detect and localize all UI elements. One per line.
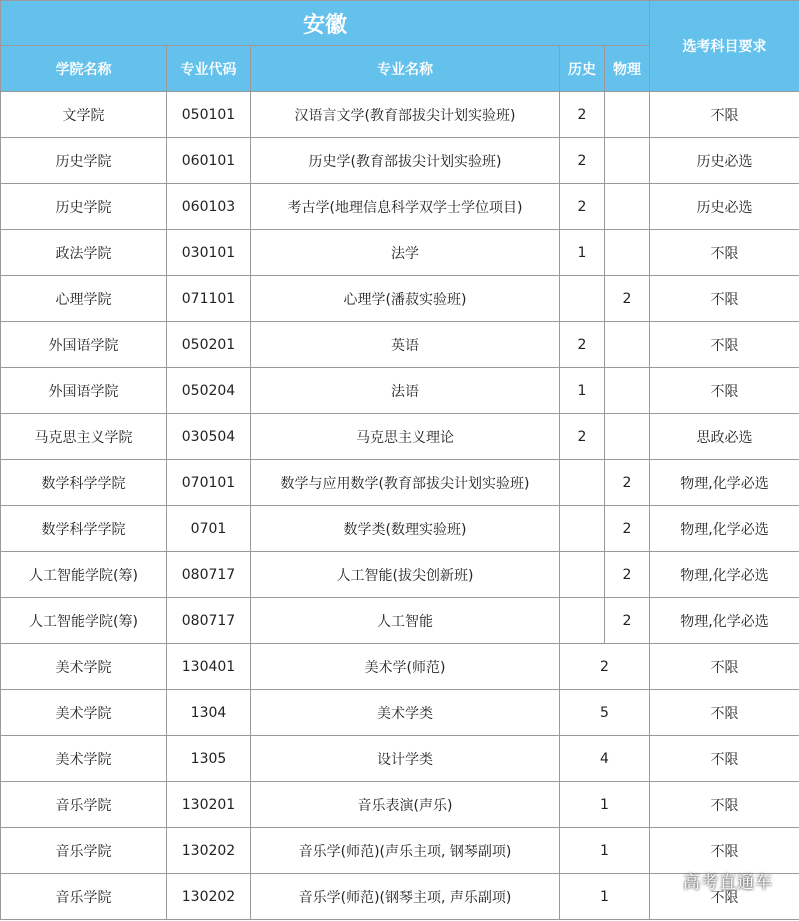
major-cell: 法学: [251, 230, 560, 276]
major-cell: 历史学(教育部拔尖计划实验班): [251, 138, 560, 184]
code-cell: 130201: [167, 782, 251, 828]
requirement-cell: 不限: [650, 230, 799, 276]
requirement-cell: 不限: [650, 690, 799, 736]
table-row: [1, 644, 799, 690]
major-cell: 美术学(师范): [251, 644, 560, 690]
table-row: [1, 230, 799, 276]
physics-count-cell: [605, 368, 650, 414]
requirement-cell: 不限: [650, 828, 799, 874]
college-cell: 文学院: [1, 92, 167, 138]
code-cell: 1304: [167, 690, 251, 736]
history-count-cell: 2: [560, 414, 605, 460]
college-cell: 历史学院: [1, 138, 167, 184]
college-cell: 人工智能学院(筹): [1, 552, 167, 598]
table-row: [1, 874, 799, 920]
requirement-cell: 不限: [650, 736, 799, 782]
plan-count-cell: 1: [560, 828, 650, 874]
history-count-cell: [560, 506, 605, 552]
major-cell: 数学类(数理实验班): [251, 506, 560, 552]
table-row: [1, 736, 799, 782]
history-count-cell: 2: [560, 322, 605, 368]
requirement-cell: 历史必选: [650, 138, 799, 184]
history-count-cell: 1: [560, 368, 605, 414]
table-row: [1, 690, 799, 736]
college-cell: 数学科学学院: [1, 506, 167, 552]
physics-count-cell: [605, 92, 650, 138]
header-code: 专业代码: [167, 46, 251, 92]
physics-count-cell: [605, 138, 650, 184]
college-cell: 外国语学院: [1, 368, 167, 414]
requirement-cell: 物理,化学必选: [650, 552, 799, 598]
table-row: [1, 782, 799, 828]
code-cell: 050101: [167, 92, 251, 138]
code-cell: 070101: [167, 460, 251, 506]
plan-count-cell: 4: [560, 736, 650, 782]
code-cell: 080717: [167, 552, 251, 598]
requirement-cell: 历史必选: [650, 184, 799, 230]
code-cell: 060103: [167, 184, 251, 230]
college-cell: 美术学院: [1, 690, 167, 736]
physics-count-cell: 2: [605, 506, 650, 552]
requirement-cell: 物理,化学必选: [650, 506, 799, 552]
major-cell: 美术学类: [251, 690, 560, 736]
major-cell: 英语: [251, 322, 560, 368]
history-count-cell: [560, 552, 605, 598]
code-cell: 1305: [167, 736, 251, 782]
table-title: 安徽: [1, 1, 650, 46]
major-cell: 人工智能(拔尖创新班): [251, 552, 560, 598]
physics-count-cell: [605, 184, 650, 230]
table-row: [1, 322, 799, 368]
history-count-cell: 2: [560, 184, 605, 230]
physics-count-cell: 2: [605, 598, 650, 644]
header-history: 历史: [560, 46, 605, 92]
physics-count-cell: [605, 414, 650, 460]
code-cell: 071101: [167, 276, 251, 322]
college-cell: 美术学院: [1, 644, 167, 690]
requirement-cell: 不限: [650, 874, 799, 920]
college-cell: 政法学院: [1, 230, 167, 276]
code-cell: 130202: [167, 874, 251, 920]
table-row: [1, 552, 799, 598]
requirement-cell: 不限: [650, 368, 799, 414]
plan-count-cell: 1: [560, 874, 650, 920]
physics-count-cell: 2: [605, 276, 650, 322]
code-cell: 130202: [167, 828, 251, 874]
major-cell: 数学与应用数学(教育部拔尖计划实验班): [251, 460, 560, 506]
college-cell: 音乐学院: [1, 828, 167, 874]
history-count-cell: [560, 598, 605, 644]
history-count-cell: [560, 460, 605, 506]
code-cell: 0701: [167, 506, 251, 552]
table-row: [1, 598, 799, 644]
table-row: [1, 368, 799, 414]
requirement-cell: 不限: [650, 644, 799, 690]
code-cell: 060101: [167, 138, 251, 184]
requirement-cell: 不限: [650, 782, 799, 828]
code-cell: 050204: [167, 368, 251, 414]
header-college: 学院名称: [1, 46, 167, 92]
table-row: [1, 276, 799, 322]
requirement-cell: 不限: [650, 322, 799, 368]
header-physics: 物理: [605, 46, 650, 92]
plan-count-cell: 1: [560, 782, 650, 828]
history-count-cell: 1: [560, 230, 605, 276]
college-cell: 美术学院: [1, 736, 167, 782]
watermark: 高考直通车: [683, 873, 773, 893]
major-cell: 法语: [251, 368, 560, 414]
physics-count-cell: 2: [605, 460, 650, 506]
major-cell: 汉语言文学(教育部拔尖计划实验班): [251, 92, 560, 138]
history-count-cell: [560, 276, 605, 322]
title-row: [1, 1, 799, 46]
table-row: [1, 414, 799, 460]
table-row: [1, 460, 799, 506]
requirement-cell: 不限: [650, 92, 799, 138]
major-cell: 人工智能: [251, 598, 560, 644]
requirement-cell: 物理,化学必选: [650, 460, 799, 506]
college-cell: 音乐学院: [1, 782, 167, 828]
table-row: [1, 828, 799, 874]
history-count-cell: 2: [560, 92, 605, 138]
major-cell: 音乐学(师范)(声乐主项, 钢琴副项): [251, 828, 560, 874]
table-row: [1, 138, 799, 184]
major-cell: 设计学类: [251, 736, 560, 782]
physics-count-cell: [605, 322, 650, 368]
physics-count-cell: 2: [605, 552, 650, 598]
major-cell: 音乐表演(声乐): [251, 782, 560, 828]
plan-count-cell: 2: [560, 644, 650, 690]
code-cell: 130401: [167, 644, 251, 690]
requirement-cell: 不限: [650, 276, 799, 322]
requirement-cell: 物理,化学必选: [650, 598, 799, 644]
requirement-cell: 思政必选: [650, 414, 799, 460]
college-cell: 外国语学院: [1, 322, 167, 368]
major-cell: 马克思主义理论: [251, 414, 560, 460]
major-cell: 音乐学(师范)(钢琴主项, 声乐副项): [251, 874, 560, 920]
college-cell: 音乐学院: [1, 874, 167, 920]
college-cell: 人工智能学院(筹): [1, 598, 167, 644]
college-cell: 数学科学学院: [1, 460, 167, 506]
header-major: 专业名称: [251, 46, 560, 92]
major-cell: 考古学(地理信息科学双学士学位项目): [251, 184, 560, 230]
code-cell: 030504: [167, 414, 251, 460]
history-count-cell: 2: [560, 138, 605, 184]
college-cell: 马克思主义学院: [1, 414, 167, 460]
code-cell: 080717: [167, 598, 251, 644]
college-cell: 心理学院: [1, 276, 167, 322]
code-cell: 030101: [167, 230, 251, 276]
table-row: [1, 184, 799, 230]
code-cell: 050201: [167, 322, 251, 368]
college-cell: 历史学院: [1, 184, 167, 230]
plan-count-cell: 5: [560, 690, 650, 736]
physics-count-cell: [605, 230, 650, 276]
table-row: [1, 506, 799, 552]
major-cell: 心理学(潘菽实验班): [251, 276, 560, 322]
header-requirement: 选考科目要求: [650, 1, 799, 92]
table-row: [1, 92, 799, 138]
